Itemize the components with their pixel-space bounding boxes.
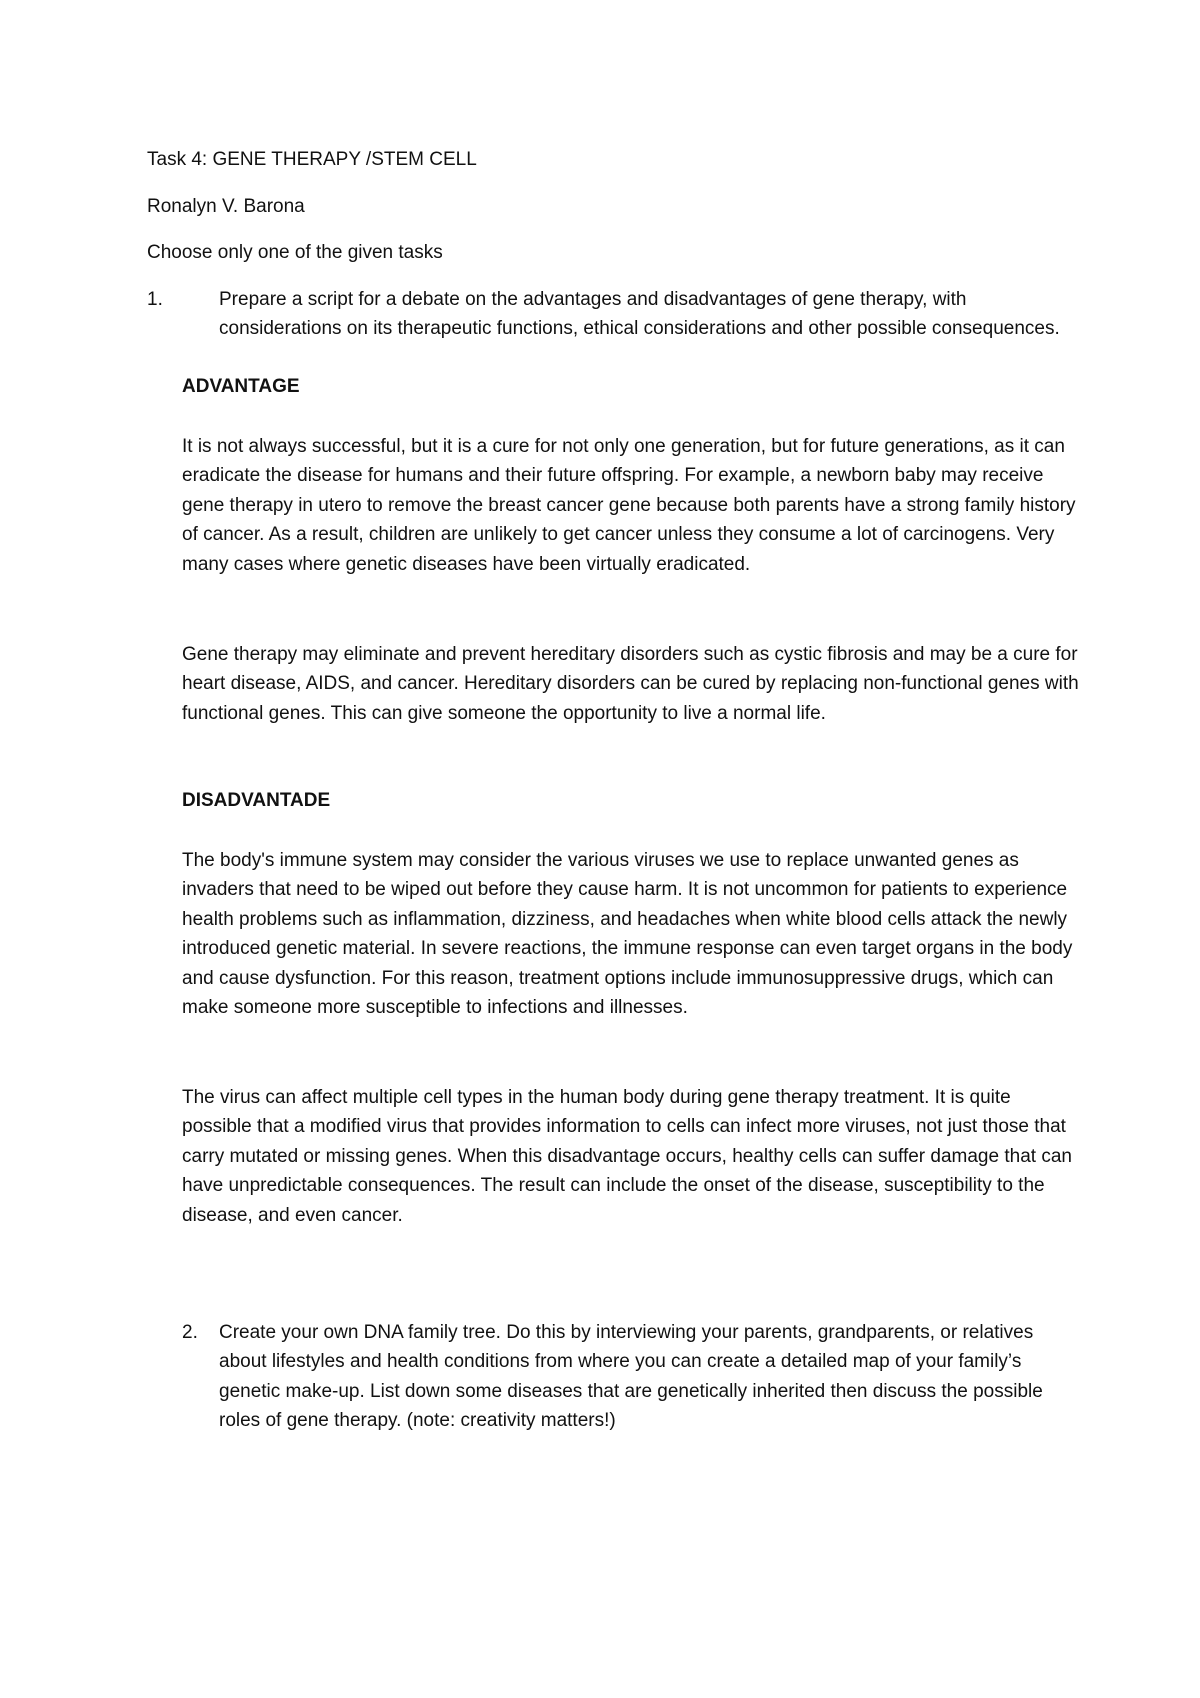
author-name: Ronalyn V. Barona	[147, 196, 305, 217]
disadvantage-paragraph-2: The virus can affect multiple cell types in the human body during gene therapy treatment. It is quite possible that a modified virus that provides information to cells can infect more viruses, not just those that carry mutated or missing genes. When this disadvantage occurs, healthy cells can suffer damage that can have unpredictable consequences. The result can include the onset of the disease, susceptibility to the disease, and even cancer.	[182, 1087, 1072, 1226]
advantage-paragraph-2: Gene therapy may eliminate and prevent hereditary disorders such as cystic fibrosis and may be a cure for heart disease, AIDS, and cancer. Hereditary disorders can be cured by replacing non-functional genes with functional genes. This can give someone the opportunity to live a normal life.	[182, 644, 1079, 724]
task-1-text: Prepare a script for a debate on the advantages and disadvantages of gene therapy, with considerations on its therapeutic functions, ethical considerations and other possible consequences.	[219, 289, 1060, 340]
instruction-text: Choose only one of the given tasks	[147, 242, 443, 263]
task-title: Task 4: GENE THERAPY /STEM CELL	[147, 149, 477, 170]
advantage-paragraph-1: It is not always successful, but it is a cure for not only one generation, but for future generations, as it can eradicate the disease for humans and their future offspring. For example, a newborn baby may receive gene therapy in utero to remove the breast cancer gene because both parents have a strong family history of cancer. As a result, children are unlikely to get cancer unless they consume a lot of carcinogens. Very many cases where genetic diseases have been virtually eradicated.	[182, 436, 1076, 575]
task-2-text: Create your own DNA family tree. Do this by interviewing your parents, grandparents, or relatives about lifestyles and health conditions from where you can create a detailed map of your family’s genetic make-up. List down some diseases that are genetically inherited then discuss the possible roles of gene therapy. (note: creativity matters!)	[219, 1322, 1043, 1432]
disadvantage-paragraph-1: The body's immune system may consider the various viruses we use to replace unwanted genes as invaders that need to be wiped out before they cause harm. It is not uncommon for patients to experience health problems such as inflammation, dizziness, and headaches when white blood cells attack the newly introduced genetic material. In severe reactions, the immune response can even target organs in the body and cause dysfunction. For this reason, treatment options include immunosuppressive drugs, which can make someone more susceptible to infections and illnesses.	[182, 850, 1073, 1019]
task-2-item	[182, 1318, 1082, 1436]
disadvantage-heading: DISADVANTADE	[182, 790, 331, 811]
task-1-item	[147, 285, 1082, 344]
task-1-number: 1.	[147, 289, 163, 310]
task-2-number: 2.	[182, 1322, 198, 1343]
advantage-heading: ADVANTAGE	[182, 376, 300, 397]
